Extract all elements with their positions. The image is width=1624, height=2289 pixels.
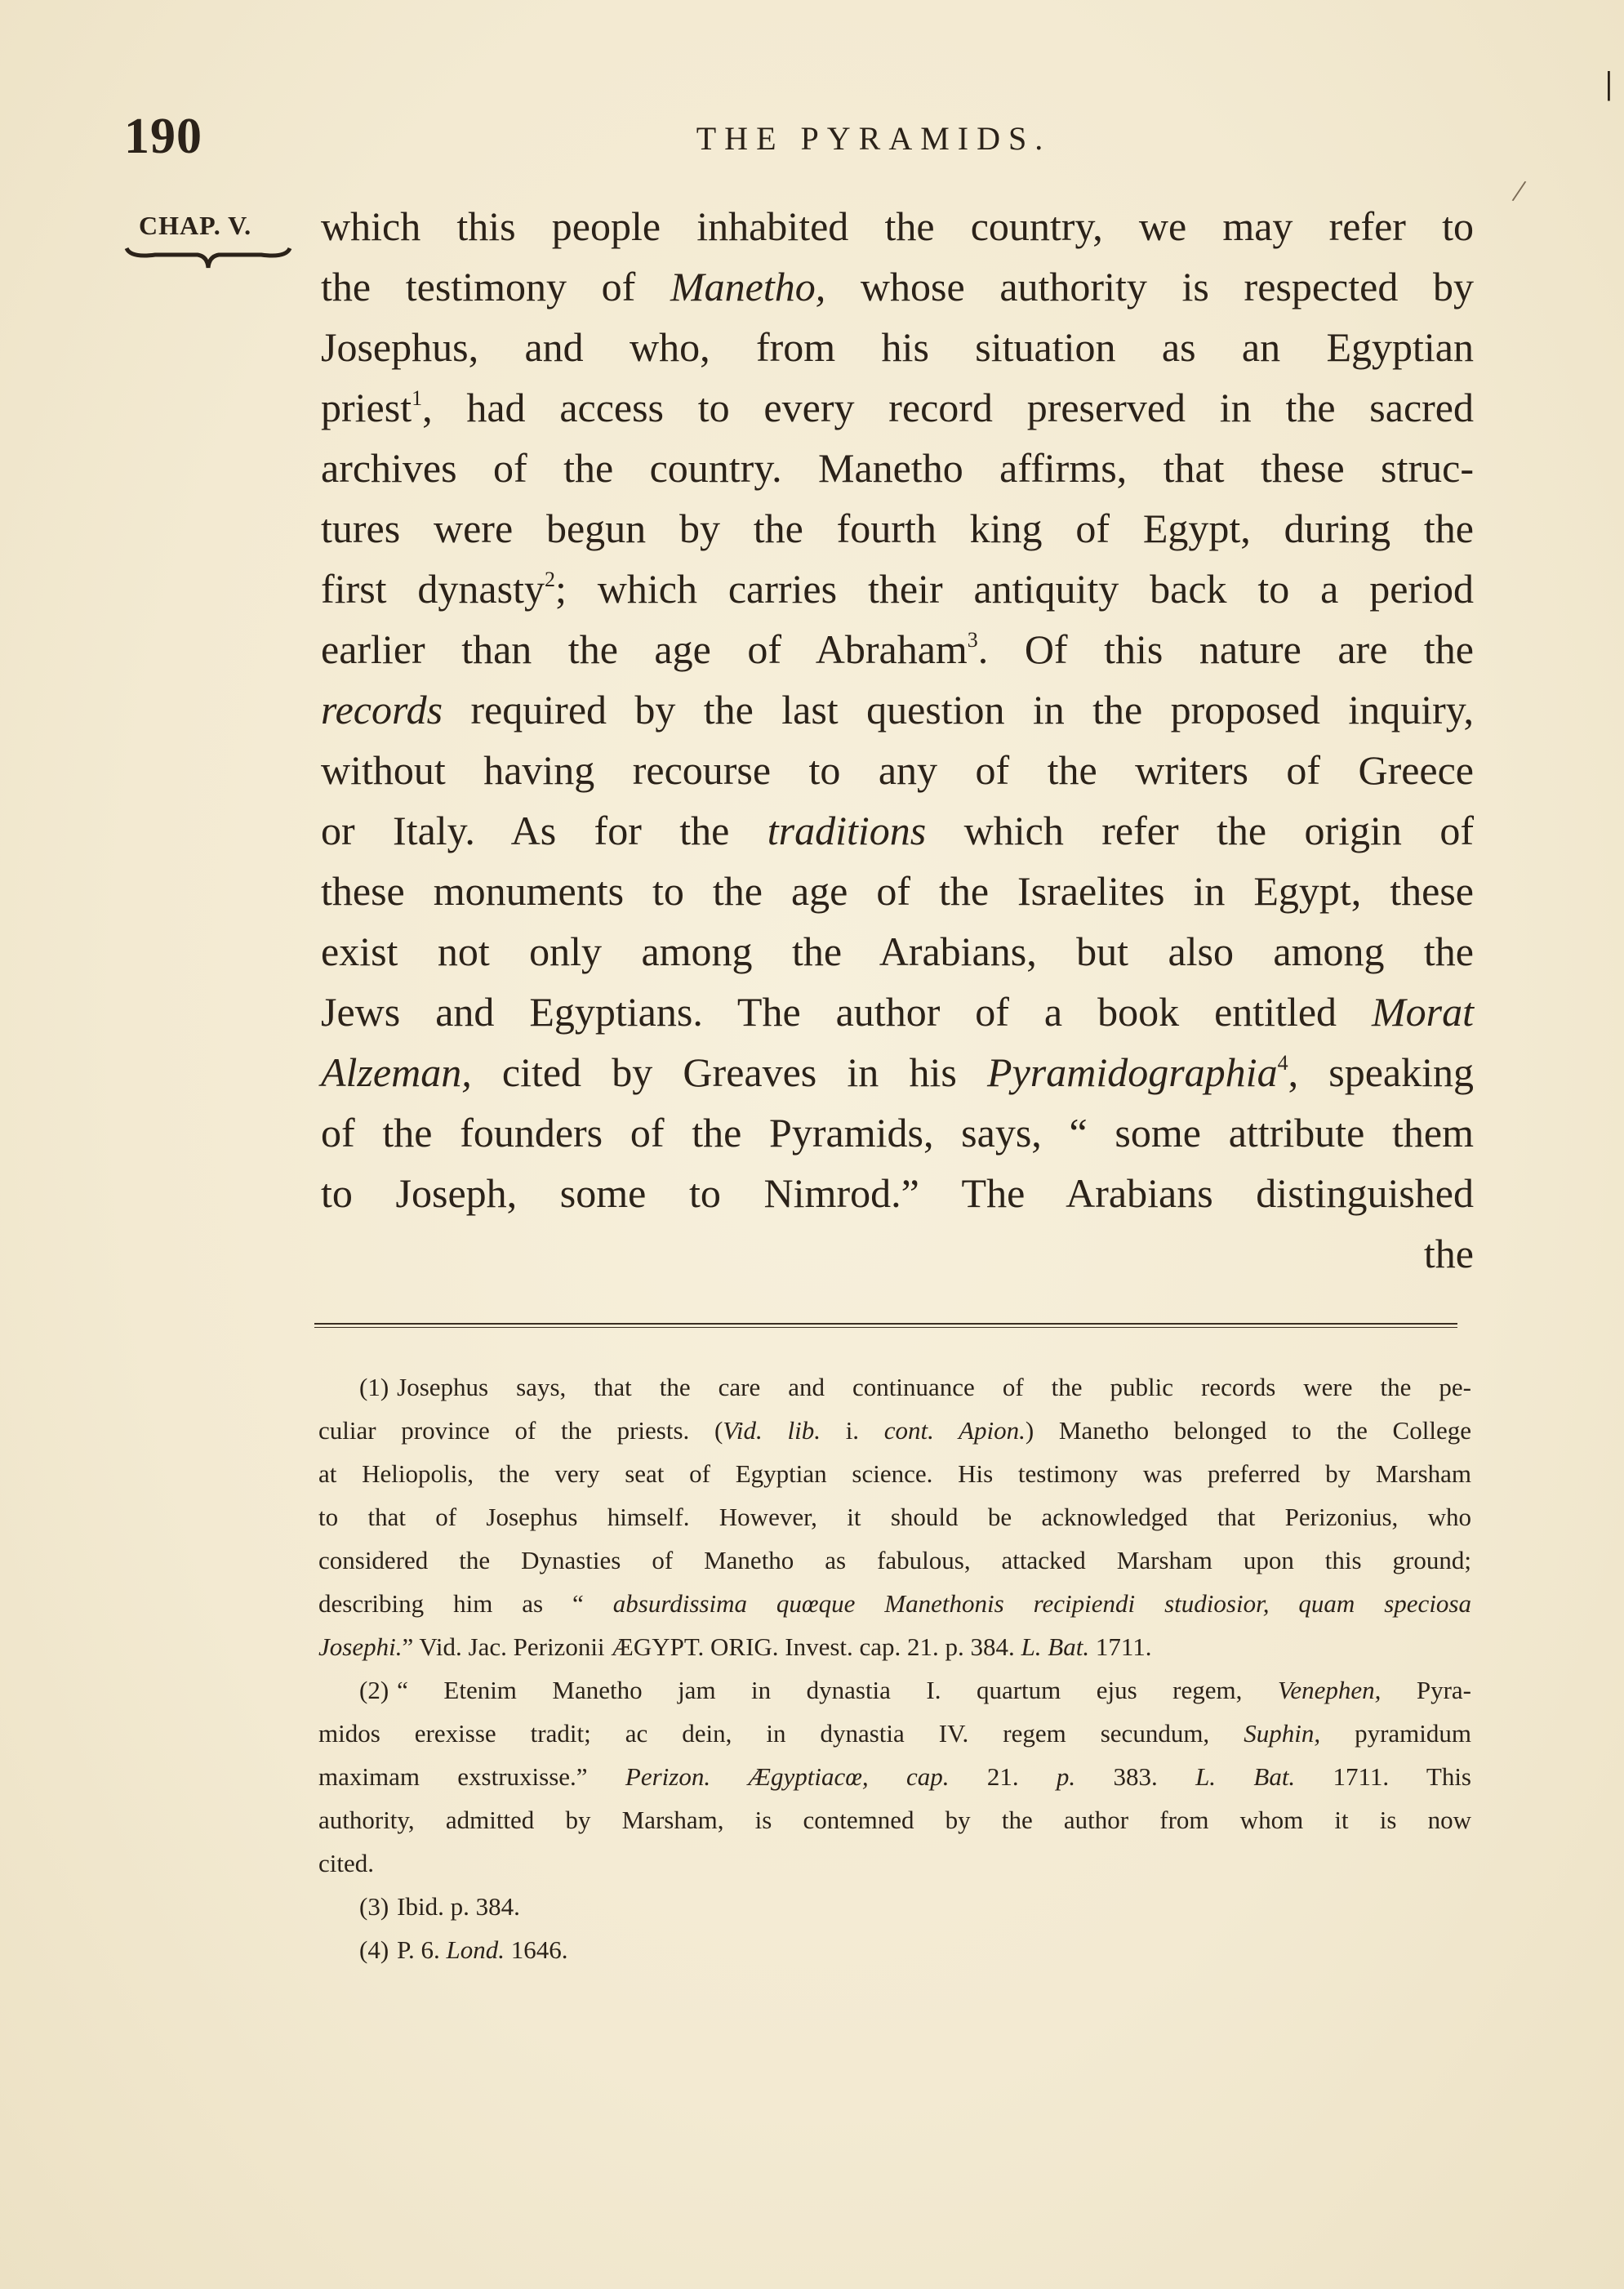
italic-text: Lond. — [446, 1935, 505, 1964]
footnote-line: midos erexisse tradit; ac dein, in dynastia IV. regem secundum, Suphin, pyramidum — [318, 1719, 1472, 1748]
body-line: or Italy. As for the traditions which refer the origin of — [321, 808, 1474, 853]
italic-text: Manetho, — [670, 264, 826, 310]
italic-text: Perizon. Ægyptiacœ, cap. — [625, 1762, 950, 1791]
page-number: 190 — [124, 109, 202, 164]
body-line: tures were begun by the fourth king of Egypt, during the — [321, 505, 1474, 551]
footnote-line: at Heliopolis, the very seat of Egyptian science. His testimony was preferred by Marsham — [318, 1459, 1471, 1488]
footnote — [318, 1928, 1471, 1971]
body-line: of the founders of the Pyramids, says, “ some attribute them — [321, 1110, 1474, 1156]
footnote-reference: 1 — [412, 386, 423, 410]
footnote-marker: (2) — [359, 1676, 389, 1704]
italic-text: Pyramidographia — [987, 1049, 1278, 1095]
footnote-line: culiar province of the priests. (Vid. lib. i. cont. Apion.) Manetho belonged to the College — [318, 1416, 1471, 1445]
body-line: Alzeman, cited by Greaves in his Pyramidographia$^4$, speaking — [321, 1049, 1474, 1095]
body-line: exist not only among the Arabians, but also among the — [321, 929, 1474, 974]
italic-text: cont. Apion. — [883, 1416, 1026, 1445]
italic-text: absurdissima quœque Manethonis recipiendi studiosior, quam speciosa — [612, 1589, 1471, 1618]
italic-text: L. Bat. — [1021, 1632, 1090, 1661]
body-line: earlier than the age of Abraham$^3$. Of this nature are the — [321, 626, 1474, 672]
footnote-marker: (1) — [359, 1373, 389, 1401]
italic-text: Vid. lib. — [723, 1416, 821, 1445]
italic-text: records — [321, 687, 443, 733]
footnote-line: considered the Dynasties of Manetho as fabulous, attacked Marsham upon this ground; — [318, 1546, 1471, 1574]
body-line: records required by the last question in the proposed inquiry, — [321, 687, 1474, 733]
footnote-reference: 3 — [967, 628, 978, 652]
body-text — [321, 196, 1474, 1284]
footnote-line: (4) P. 6. Lond. 1646. — [359, 1935, 568, 1964]
body-line: archives of the country. Manetho affirms, that these struc- — [321, 445, 1474, 491]
footnote-reference: 4 — [1277, 1051, 1288, 1075]
footnote-line: maximam exstruxisse.” Perizon. Ægyptiacœ, cap. 21. p. 383. L. Bat. 1711. This — [318, 1762, 1471, 1791]
footnote-line: (1) Josephus says, that the care and continuance of the public records were the pe- — [359, 1373, 1471, 1401]
body-line: these monuments to the age of the Israelites in Egypt, these — [321, 868, 1474, 914]
body-line: Josephus, and who, from his situation as an Egyptian — [321, 324, 1474, 370]
italic-text: Suphin, — [1244, 1719, 1321, 1748]
catchword: the — [1423, 1231, 1474, 1276]
chapter-brace-ornament — [122, 242, 294, 274]
italic-text: Alzeman, — [321, 1049, 472, 1095]
footnote-line: cited. — [318, 1849, 374, 1877]
italic-text: Morat — [1372, 989, 1474, 1035]
body-line: to Joseph, some to Nimrod.” The Arabians distinguished — [321, 1170, 1474, 1216]
footnote-reference: 2 — [544, 568, 555, 591]
footnote-line: to that of Josephus himself. However, it should be acknowledged that Perizonius, who — [318, 1503, 1471, 1531]
footnote — [318, 1885, 1471, 1928]
footnote-rule — [314, 1323, 1457, 1328]
body-line: first dynasty$^2$; which carries their antiquity back to a period — [321, 566, 1474, 612]
body-line: without having recourse to any of the writers of Greece — [321, 747, 1474, 793]
running-title: THE PYRAMIDS. — [696, 120, 1052, 157]
margin-mark: | — [1605, 65, 1613, 101]
footnote-marker: (4) — [359, 1935, 389, 1964]
chapter-label: CHAP. V. — [139, 211, 252, 240]
footnote — [318, 1668, 1471, 1885]
body-line: priest$^1$, had access to every record preserved in the sacred — [321, 385, 1474, 430]
footnote-line: (3) Ibid. p. 384. — [359, 1892, 520, 1921]
margin-mark: / — [1510, 171, 1528, 210]
footnote-line: describing him as “ absurdissima quœque Manethonis recipiendi studiosior, quam speciosa — [318, 1589, 1471, 1618]
body-line: the testimony of Manetho, whose authority is respected by — [321, 264, 1474, 310]
italic-text: p. — [1056, 1762, 1076, 1791]
italic-text: traditions — [767, 808, 927, 853]
body-line: Jews and Egyptians. The author of a book entitled Morat — [321, 989, 1474, 1035]
italic-text: L. Bat. — [1195, 1762, 1296, 1791]
italic-text: Venephen, — [1277, 1676, 1382, 1704]
footnote — [318, 1365, 1471, 1668]
body-line: which this people inhabited the country, we may refer to — [321, 203, 1474, 249]
footnote-line: authority, admitted by Marsham, is contemned by the author from whom it is now — [318, 1806, 1471, 1834]
footnotes — [318, 1365, 1471, 1971]
footnote-marker: (3) — [359, 1892, 389, 1921]
footnote-line: Josephi.” Vid. Jac. Perizonii ÆGYPT. ORIG. Invest. cap. 21. p. 384. L. Bat. 1711. — [318, 1632, 1152, 1661]
italic-text: Josephi. — [318, 1632, 403, 1661]
footnote-line: (2) “ Etenim Manetho jam in dynastia I. quartum ejus regem, Venephen, Pyra- — [359, 1676, 1471, 1704]
